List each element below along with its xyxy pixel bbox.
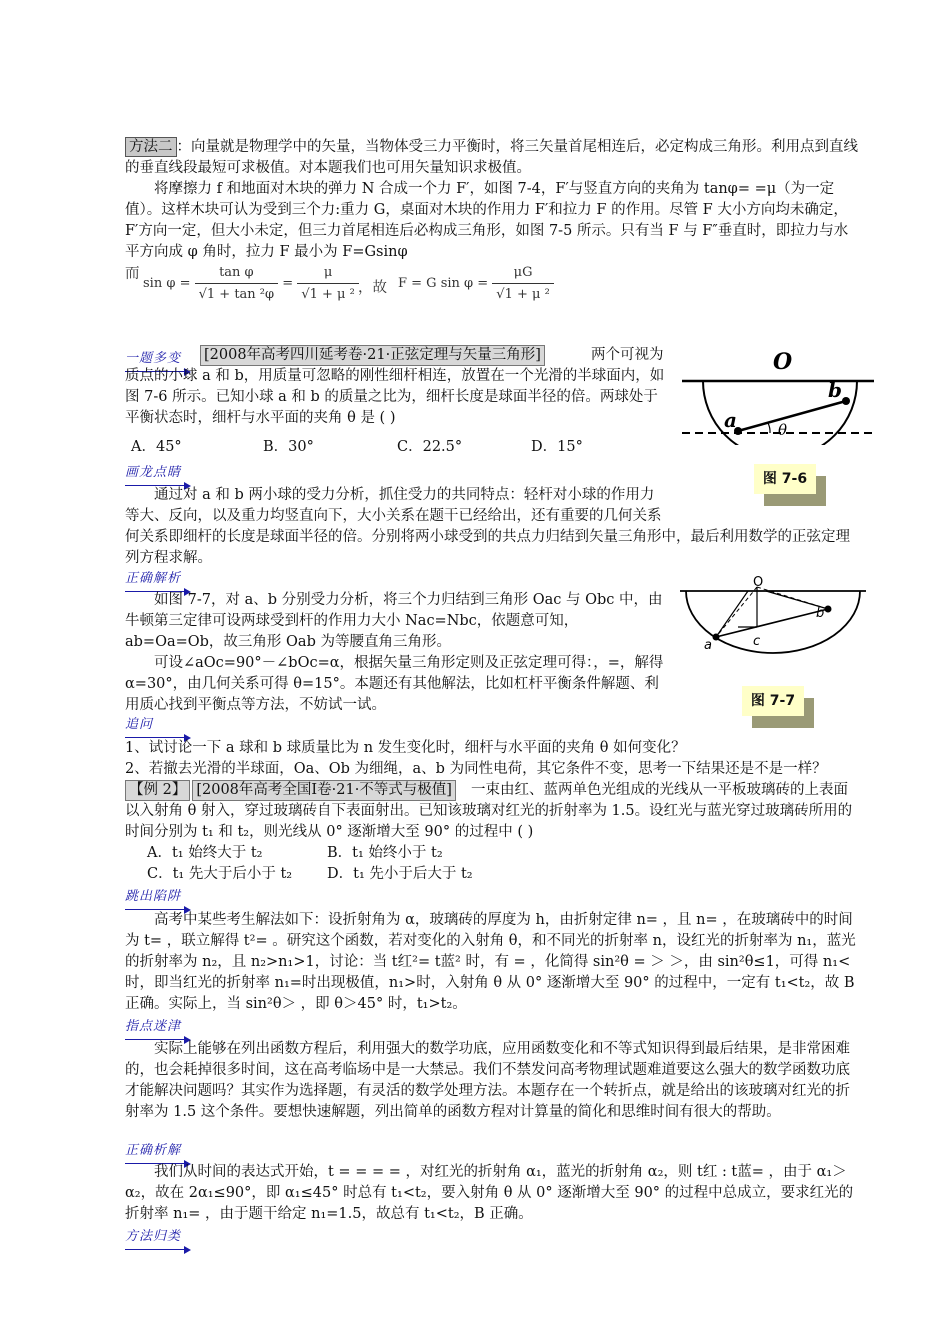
formula-den-3: √1 + μ ² (496, 287, 550, 302)
formula-F-lhs: F = G sin φ = (398, 276, 489, 291)
formula-sin-phi (143, 262, 359, 305)
hand-label-zhuiwen (125, 714, 195, 741)
hand-label-fangfa (125, 1226, 195, 1253)
section3-text1: 如图 7-7，对 a、b 分别受力分析，将三个力归结到三角形 Oac 与 Obc 中，由牛顿第三定律可设两球受到杆的作用力大小 Nac=Nbc，依题意可知，ab=Oa=Ob，故三角形 Oab 为等腰直角三角形。 (125, 592, 663, 650)
fig76-ball-b (842, 397, 850, 405)
hand-label-text: 正确析解 (125, 1143, 182, 1158)
fig76-rod (738, 401, 846, 431)
hand-label-tiaochu (125, 886, 195, 913)
hand-label-text: 指点迷津 (125, 1019, 182, 1034)
fig77-label-a: a (704, 638, 712, 653)
option-d: D．15° (531, 439, 583, 455)
section3-text2: 可设∠aOc=90°－∠bOc=α，根据矢量三角形定则及正弦定理可得：，=，解得 α=30°，由几何关系可得 θ=15°。本题还有其他解法，比如杠杆平衡条件解题、利用质心找到平衡点等方法，不妨试一试。 (125, 655, 664, 713)
example2-opts-row2 (125, 864, 860, 885)
formula-frac-1 (195, 262, 279, 305)
hand-label-text: 一题多变 (125, 351, 182, 366)
hand-label-text: 正确解析 (125, 571, 182, 586)
method2-line1: ：向量就是物理学中的矢量，当物体受三力平衡时，将三矢量首尾相连后，必定构成三角形。利用点到直线的垂直线段最短可求极值。对本题我们也可用矢量知识求极值。 (125, 139, 858, 176)
fig77-Oa (716, 587, 757, 637)
formula-sep: ，故 (358, 280, 387, 296)
formula-eq: = (282, 276, 294, 291)
fig76-label-a: a (724, 408, 737, 432)
formula-frac-2 (297, 262, 359, 305)
formula-prefix: 而 (125, 266, 140, 282)
arrow-icon (125, 1247, 195, 1253)
formula-F (398, 262, 554, 305)
formula-frac-3 (492, 262, 554, 305)
fig76-label-b: b (828, 378, 842, 402)
example2-option-b: B．t₁ 始终小于 t₂ (327, 845, 443, 861)
formula-lhs: sin φ = (143, 276, 191, 291)
method2-tag: 方法二 (125, 137, 177, 157)
example2-opts-row1 (125, 843, 860, 864)
example2-source: [2008年高考全国Ⅰ卷·21·不等式与极值] (192, 780, 456, 801)
section4-q2: 2、若撤去光滑的半球面，Oa、Ob 为细绳，a、b 为同性电荷，其它条件不变，思考一下结果还是不是一样？ (125, 761, 827, 777)
fig77-caption: 图 7-7 (742, 686, 804, 716)
section2-text-top: 通过对 a 和 b 两小球的受力分析，抓住受力的共同特点：轻杆对小球的作用力等大、反向，以及重力均竖直向下，大小关系在题干已经给出，还有重要的几何关系 (125, 487, 662, 524)
method2-para1 (125, 137, 860, 179)
option-b: B．30° (263, 439, 314, 455)
example2-option-a: A．t₁ 始终大于 t₂ (147, 845, 263, 861)
hand-label-text: 追问 (125, 717, 154, 732)
hand-label-text: 方法归类 (125, 1229, 182, 1244)
hand-label-text: 画龙点睛 (125, 465, 182, 480)
fig76-angle-arc (768, 423, 770, 433)
figure-7-7 (678, 575, 868, 655)
formula-num-1: tan φ (195, 262, 279, 284)
fig77-label-b: b (816, 606, 825, 621)
section2-text-bottom (125, 527, 860, 569)
fig76-label-theta: θ (778, 421, 788, 439)
fig76-label-O: O (773, 349, 793, 375)
example2-option-c: C．t₁ 先大于后小于 t₂ (147, 866, 293, 882)
section4-q1: 1、试讨论一下 a 球和 b 球质量比为 n 发生变化时，细杆与水平面的夹角 θ 如何变化？ (125, 740, 686, 756)
fig77-label-O: O (753, 575, 764, 590)
figure-7-6 (678, 345, 878, 445)
example2-tag: 【例 2】 (125, 780, 190, 801)
example2-text: 一束由红、蓝两单色光组成的光线从一平板玻璃砖的上表面以入射角 θ 射入，穿过玻璃砖自下表面射出。已知该玻璃对红光的折射率为 1.5。设红光与蓝光穿过玻璃砖所用的时间分别为 t₁ 和 t₂，则光线从 0° 逐渐增大至 90° 的过程中 ( ) (125, 782, 853, 840)
fig77-ball-a (713, 634, 720, 641)
option-a: A．45° (131, 439, 182, 455)
formula-num-2: μ (297, 262, 359, 284)
section1-options (125, 437, 665, 458)
section5-text: 高考中某些考生解法如下：设折射角为 α，玻璃砖的厚度为 h，由折射定律 n= ，且 n= ，在玻璃砖中的时间为 t= ，联立解得 t²= 。研究这个函数，若对变化的入射角 θ，和不同光的折射率 n，设红光的折射率为 n₁，蓝光的折射率为 n₂，且 n₂>n₁>1，讨论：当 t红²= t蓝² 时，有 = ，化简得 sin²θ = ＞ ＞，由 sin²θ≤1，可得 n₁<时，即当红光的折射率 n₁=时出现极值，n₁>时，入射角 θ 从 0° 逐渐增大至 90° 的过程中，一定有 t₁<t₂，故 B 正确。实际上，当 sin²θ＞ ，即 θ＞45° 时，t₁>t₂。 (125, 912, 856, 1012)
formula-den-1: √1 + tan ²φ (198, 287, 275, 302)
formula-num-3: μG (492, 262, 554, 284)
option-c: C．22.5° (397, 439, 463, 455)
fig76-caption: 图 7-6 (754, 464, 816, 494)
method2-para2: 将摩擦力 f 和地面对木块的弹力 N 合成一个力 F′，如图 7-4，F′与竖直方向的夹角为 tanφ= =μ（为一定值）。这样木块可认为受到三个力:重力 G，桌面对木块的作用力 F′和拉力 F 的作用。尽管 F 大小方向均未确定，F′方向一定，但大小未定，但三力首尾相连后必构成三角形，如图 7-5 所示。只有当 F 与 F″垂直时，即拉力与水平方向成 φ 角时，拉力 F 最小为 F=Gsinφ (125, 181, 849, 260)
hand-label-text: 跳出陷阱 (125, 889, 182, 904)
section1-source: [2008年高考四川延考卷·21·正弦定理与矢量三角形] (200, 345, 545, 366)
example2-option-d: D．t₁ 先小于后大于 t₂ (327, 866, 473, 882)
section1-text: 两个可视为质点的小球 a 和 b，用质量可忽略的刚性细杆相连，放置在一个光滑的半球面内，如图 7-6 所示。已知小球 a 和 b 的质量之比为，细杆长度是球面半径的倍。两球处于平衡状态时，细杆与水平面的夹角 θ 是 ( ) (125, 347, 665, 426)
fig77-ball-b (825, 606, 832, 613)
formula-den-2: √1 + μ ² (301, 287, 355, 302)
fig77-label-c: c (753, 634, 761, 649)
section7-text: 我们从时间的表达式开始，t = = = = ，对红光的折射角 α₁，蓝光的折射角 α₂，则 t红 : t蓝= ，由于 α₁＞α₂，故在 2α₁≤90°，即 α₁≤45° 时总有 t₁<t₂，要入射角 θ 从 0° 逐渐增大至 90° 的过程中总成立，要求红光的折射率 n₁= ，由于题干给定 n₁=1.5，故总有 t₁<t₂，B 正确。 (125, 1164, 854, 1222)
section6-text: 实际上能够在列出函数方程后，利用强大的数学功底，应用函数变化和不等式知识得到最后结果，是非常困难的，也会耗掉很多时间，这在高考临场中是一大禁忌。我们不禁发问高考物理试题难道要这么强大的数学函数功底才能解决问题吗？其实作为选择题，有灵活的数学处理方法。本题存在一个转折点，就是给出的该玻璃对红光的折射率为 1.5 这个条件。要想快速解题，列出简单的函数方程对计算量的简化和思维时间有很大的帮助。 (125, 1041, 850, 1120)
section2-text-rest: 何关系即细杆的长度是球面半径的倍。分别将两小球受到的共点力归结到矢量三角形中，最后利用数学的正弦定理列方程求解。 (125, 529, 850, 566)
